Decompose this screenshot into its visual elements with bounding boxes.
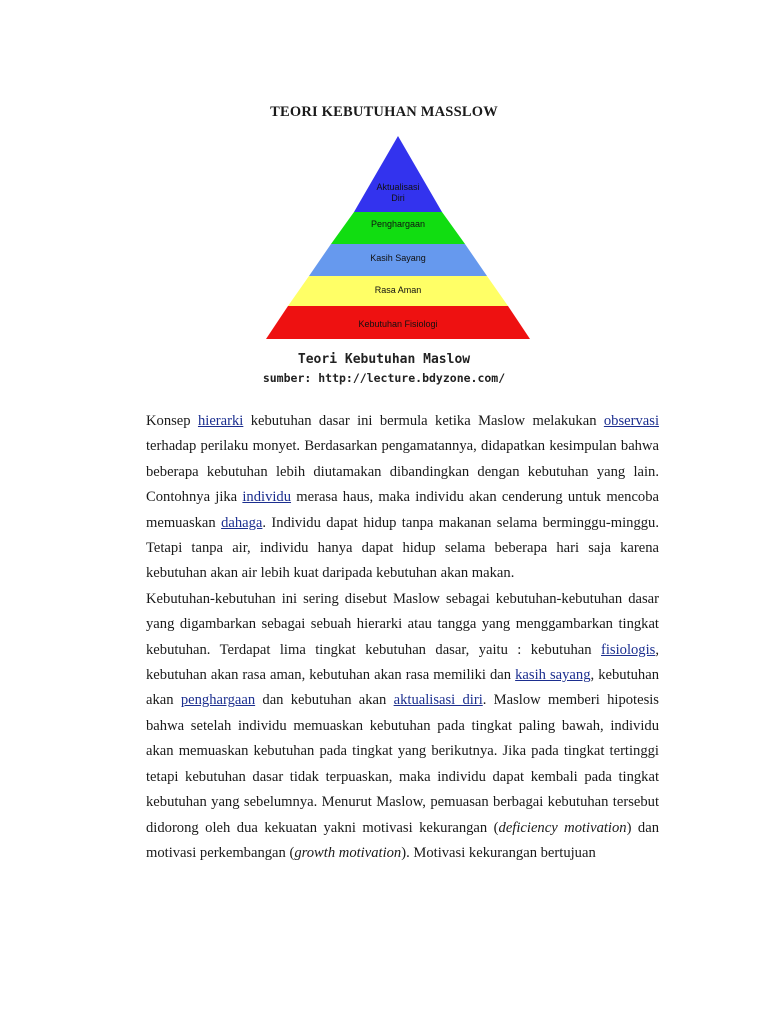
text-run: Konsep: [146, 413, 198, 429]
pyramid-label-kasih-sayang: Kasih Sayang: [370, 253, 426, 263]
caption-title: Teori Kebutuhan Maslow: [297, 352, 471, 367]
link-individu[interactable]: individu: [242, 489, 292, 506]
paragraph-1: [146, 409, 659, 587]
pyramid-label-penghargaan: Penghargaan: [370, 219, 426, 229]
link-aktualisasi-diri[interactable]: aktualisasi diri: [393, 692, 483, 709]
text-run: kebutuhan dasar ini bermula ketika Maslow melakukan: [243, 413, 604, 429]
text-run: , kebutuhan akan rasa aman, kebutuhan akan rasa memiliki dan: [146, 641, 659, 684]
link-observasi[interactable]: observasi: [603, 413, 659, 429]
text-run: dan kebutuhan akan: [255, 692, 394, 709]
text-run: ). Motivasi kekurangan bertujuan: [401, 844, 596, 861]
figure-caption: [0, 350, 768, 388]
maslow-pyramid: [262, 132, 534, 344]
term-deficiency-motivation: deficiency motivation: [498, 819, 627, 836]
text-run: . Maslow memberi hipotesis bahwa setelah individu memuaskan kebutuhan pada tingkat paling bawah, individu akan memuaskan kebutuhan pada tingkat yang berikutnya. Jika pada tingkat tertinggi tetapi kebutuhan dasar tidak terpuaskan, maka individu dapat kembali pada tingkat kebutuhan yang sebelumnya. Menurut Maslow, pemuasan berbagai kebutuhan tersebut didorong oleh dua kekuatan yakni motivasi kekurangan (: [146, 692, 659, 836]
pyramid-label-aktualisasi: Aktualisasi: [376, 182, 420, 192]
text-run: . Individu dapat hidup tanpa makanan selama berminggu-minggu. Tetapi tanpa air, individu hanya dapat hidup selama beberapa hari saja karena kebutuhan akan air lebih kuat daripada kebutuhan akan makan.: [146, 514, 659, 582]
link-kasih-sayang[interactable]: kasih sayang: [515, 667, 591, 684]
maslow-pyramid-figure: [262, 132, 534, 344]
text-run: terhadap perilaku monyet. Berdasarkan pengamatannya, didapatkan kesimpulan bahwa beberapa kebutuhan lebih diutamakan dibandingkan dengan kebutuhan yang lain. Contohnya jika: [146, 438, 659, 506]
link-fisiologis[interactable]: fisiologis: [601, 641, 656, 658]
body-text: [146, 409, 659, 866]
text-run: Kebutuhan-kebutuhan ini sering disebut Maslow sebagai kebutuhan-kebutuhan dasar yang digambarkan sebagai sebuah hierarki atau tangga yang menggambarkan tingkat kebutuhan. Terdapat lima tingkat kebutuhan dasar, yaitu : kebutuhan: [146, 590, 659, 658]
document-title: TEORI KEBUTUHAN MASSLOW: [270, 104, 498, 120]
pyramid-label-diri: Diri: [391, 193, 405, 203]
text-run: , kebutuhan akan: [146, 667, 660, 709]
text-run: merasa haus, maka individu akan cenderung untuk mencoba memuaskan: [146, 489, 659, 531]
text-run: ) dan motivasi perkembangan (: [146, 819, 659, 861]
pyramid-label-rasa-aman: Rasa Aman: [374, 285, 422, 295]
term-growth-motivation: growth motivation: [294, 844, 402, 861]
link-penghargaan[interactable]: penghargaan: [180, 692, 256, 709]
link-dahaga[interactable]: dahaga: [221, 514, 263, 531]
link-hierarki[interactable]: hierarki: [197, 413, 244, 429]
pyramid-label-kebutuhan-fisiologi: Kebutuhan Fisiologi: [358, 319, 438, 329]
paragraph-2: [146, 587, 659, 866]
caption-source: sumber: http://lecture.bdyzone.com/: [262, 371, 506, 385]
